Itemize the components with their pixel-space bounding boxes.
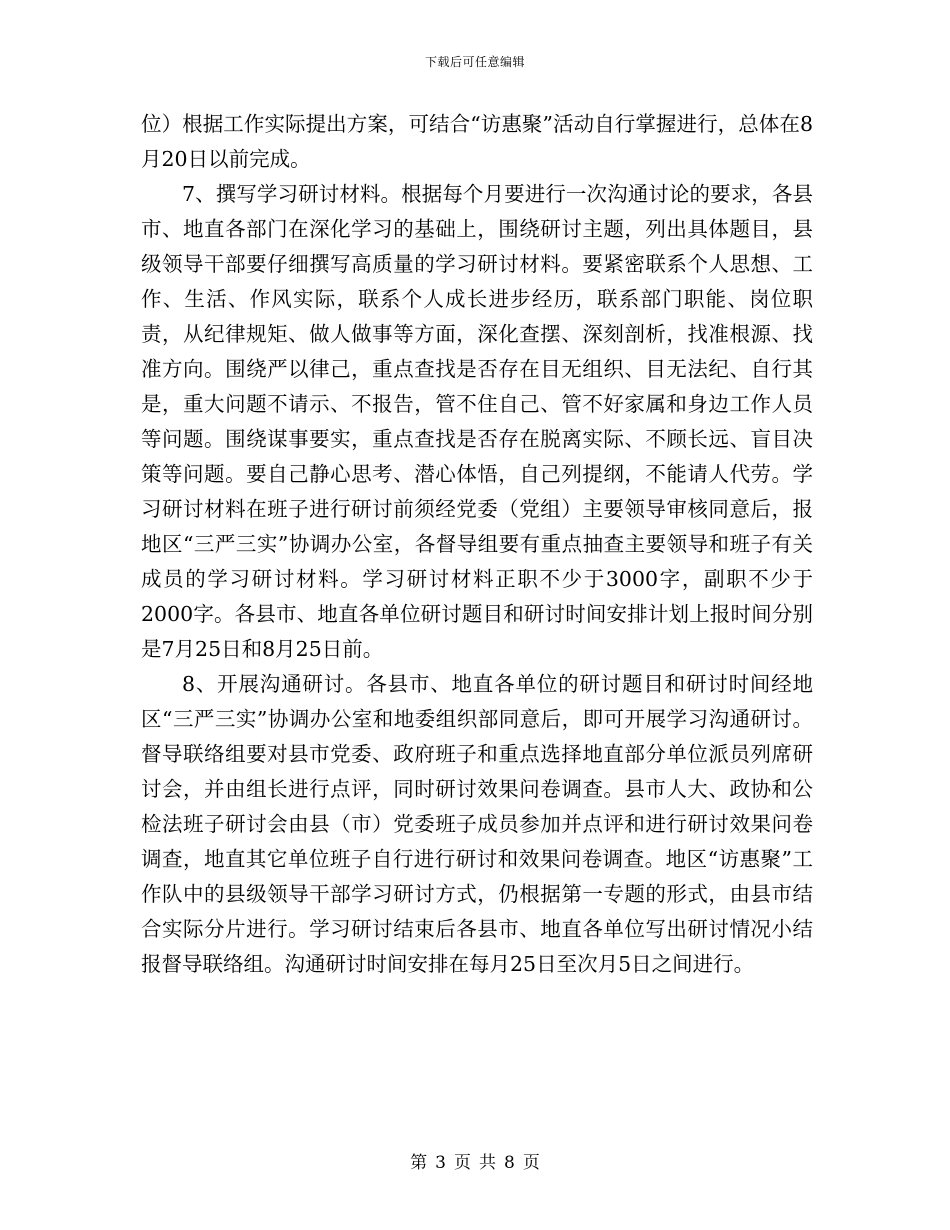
footer-total-pages: 8 bbox=[504, 1153, 515, 1173]
footer-prefix: 第 bbox=[410, 1153, 428, 1173]
page-header bbox=[0, 54, 950, 70]
header-note: 下载后可任意编辑 bbox=[424, 55, 525, 69]
paragraph-item-7: 7、撰写学习研讨材料。根据每个月要进行一次沟通讨论的要求，各县市、地直各部门在深化学习的基础上，围绕研讨主题，列出具体题目，县级领导干部要仔细撰写高质量的学习研讨材料。要紧密联系个人思想、工作、生活、作风实际，联系个人成长进步经历，联系部门职能、岗位职责，从纪律规矩、做人做事等方面，深化查摆、深刻剖析，找准根源、找准方向。围绕严以律己，重点查找是否存在目无组织、目无法纪、自行其是，重大问题不请示、不报告，管不住自己、管不好家属和身边工作人员等问题。围绕谋事要实，重点查找是否存在脱离实际、不顾长远、盲目决策等问题。要自己静心思考、潜心体悟，自己列提纲，不能请人代劳。学习研讨材料在班子进行研讨前须经党委（党组）主要领导审核同意后，报地区“三严三实”协调办公室，各督导组要有重点抽查主要领导和班子有关成员的学习研讨材料。学习研讨材料正职不少于3000字，副职不少于2000字。各县市、地直各单位研讨题目和研讨时间安排计划上报时间分别是7月25日和8月25日前。 bbox=[141, 182, 813, 661]
document-body bbox=[141, 107, 813, 982]
paragraph-continuation: 位）根据工作实际提出方案，可结合“访惠聚”活动自行掌握进行，总体在8月20日以前完成。 bbox=[141, 112, 813, 171]
footer-suffix: 页 bbox=[522, 1153, 540, 1173]
page-footer bbox=[0, 1152, 950, 1174]
footer-page-word: 页 bbox=[454, 1153, 471, 1173]
footer-current-page: 3 bbox=[435, 1153, 446, 1173]
footer-total-word: 共 bbox=[479, 1153, 496, 1173]
paragraph-item-8: 8、开展沟通研讨。各县市、地直各单位的研讨题目和研讨时间经地区“三严三实”协调办公室和地委组织部同意后，即可开展学习沟通研讨。督导联络组要对县市党委、政府班子和重点选择地直部分单位派员列席研讨会，并由组长进行点评，同时研讨效果问卷调查。县市人大、政协和公检法班子研讨会由县（市）党委班子成员参加并点评和进行研讨效果问卷调查，地直其它单位班子自行进行研讨和效果问卷调查。地区“访惠聚”工作队中的县级领导干部学习研讨方式，仍根据第一专题的形式，由县市结合实际分片进行。学习研讨结束后各县市、地直各单位写出研讨情况小结报督导联络组。沟通研讨时间安排在每月25日至次月5日之间进行。 bbox=[141, 672, 813, 976]
